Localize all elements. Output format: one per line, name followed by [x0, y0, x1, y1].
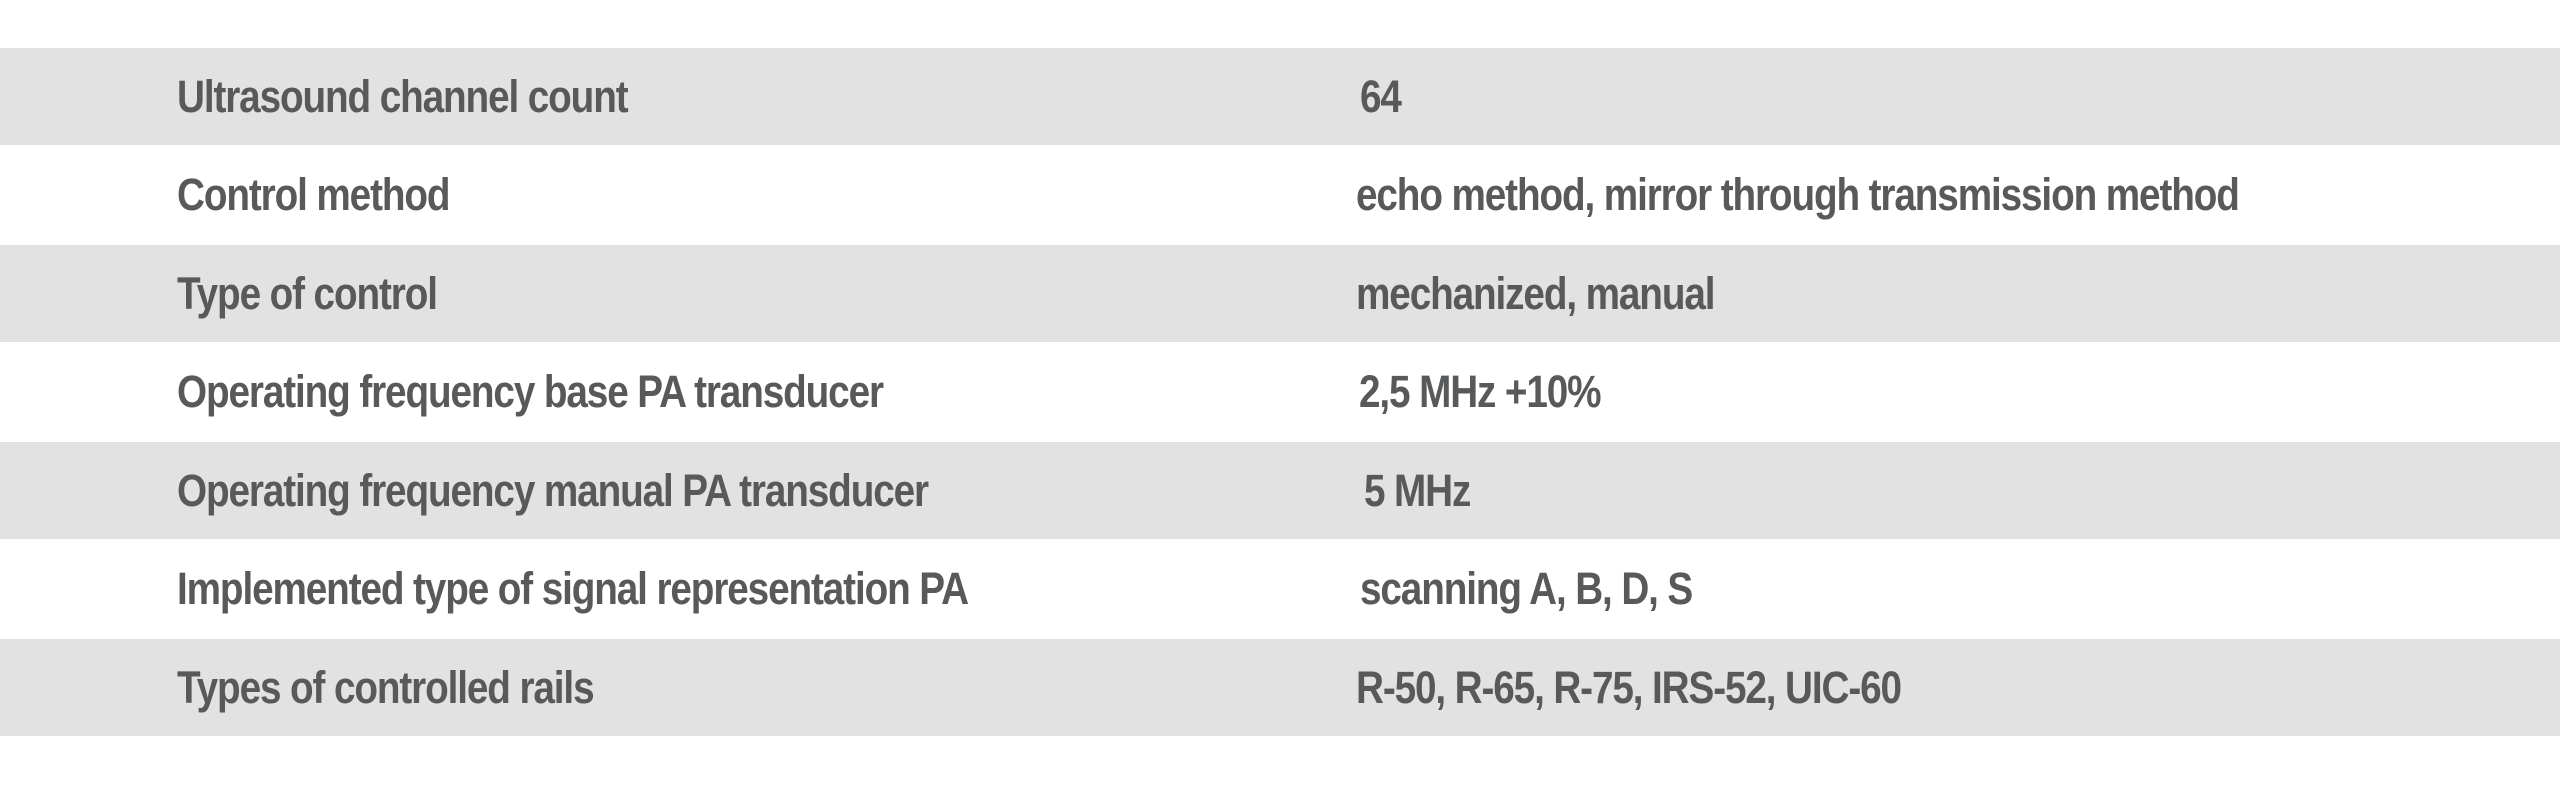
spec-value: 2,5 MHz +10% — [1359, 366, 1601, 417]
spec-label: Type of control — [177, 267, 437, 319]
spec-row-operating-frequency-base — [0, 342, 2560, 442]
spec-value: mechanized, manual — [1356, 267, 1715, 319]
spec-row-control-method — [0, 145, 2560, 245]
spec-value: scanning A, B, D, S — [1360, 563, 1693, 614]
spec-label: Types of controlled rails — [177, 661, 594, 713]
spec-row-ultrasound-channel-count — [0, 48, 2560, 145]
spec-row-controlled-rails — [0, 639, 2560, 736]
spec-label: Operating frequency base PA transducer — [177, 366, 883, 417]
spec-row-type-of-control — [0, 245, 2560, 342]
spec-label: Implemented type of signal representation PA — [177, 563, 968, 614]
specifications-table — [0, 48, 2560, 736]
spec-label: Operating frequency manual PA transducer — [177, 464, 928, 516]
spec-row-signal-representation — [0, 539, 2560, 639]
spec-label: Control method — [177, 169, 450, 220]
spec-value: 5 MHz — [1364, 464, 1471, 516]
spec-value: R-50, R-65, R-75, IRS-52, UIC-60 — [1356, 661, 1901, 713]
spec-label: Ultrasound channel count — [177, 70, 628, 122]
spec-value: echo method, mirror through transmission method — [1356, 169, 2239, 220]
spec-value: 64 — [1360, 70, 1401, 122]
spec-row-operating-frequency-manual — [0, 442, 2560, 539]
